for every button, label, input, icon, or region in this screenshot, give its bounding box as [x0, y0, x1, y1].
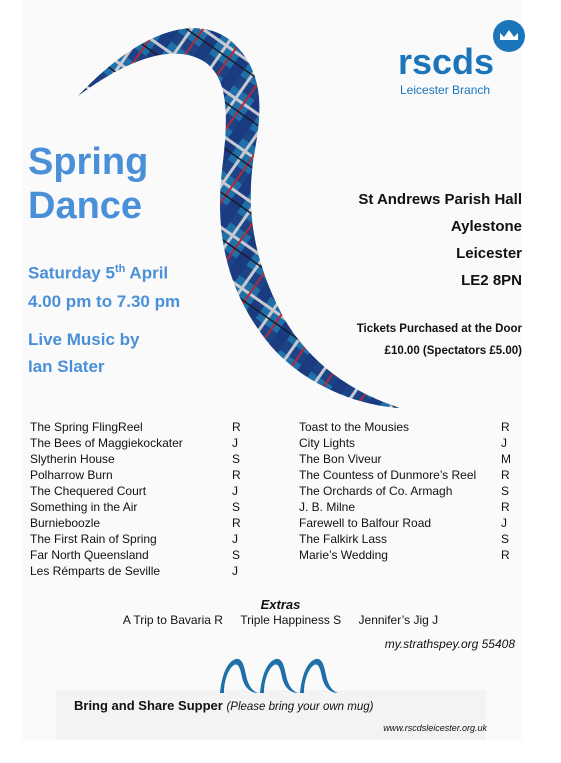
dance-row: [30, 515, 246, 531]
music-label: Live Music by: [28, 330, 140, 349]
dance-row: [299, 483, 515, 499]
logo-branch: Leicester Branch: [400, 83, 491, 97]
tartan-marks-graphic: [218, 655, 338, 697]
rscds-logo: [398, 20, 528, 100]
title-line-2: Dance: [28, 185, 143, 227]
dance-name: City Lights: [299, 436, 356, 450]
dance-type: S: [501, 532, 510, 546]
dance-name: Far North Queensland: [30, 548, 149, 562]
dance-row: [30, 499, 246, 515]
event-date: Saturday 5th April: [28, 263, 169, 283]
venue-postcode: LE2 8PN: [461, 272, 522, 289]
ticket-price: £10.00 (Spectators £5.00): [384, 345, 522, 357]
dance-name: The Bees of Maggiekockater: [30, 436, 183, 450]
dance-type: R: [232, 468, 241, 482]
dance-type: J: [232, 484, 238, 498]
dance-name: J. B. Milne: [299, 500, 356, 514]
venue-address: [358, 186, 522, 294]
supper-note: [74, 698, 373, 713]
extras-heading: Extras: [260, 597, 301, 612]
dance-name: The Falkirk Lass: [299, 532, 388, 546]
dance-type: R: [501, 548, 510, 562]
dance-row: [30, 451, 246, 467]
dance-type: R: [501, 468, 510, 482]
dance-name: The Orchards of Co. Armagh: [299, 484, 453, 498]
dance-name: Burnieboozle: [30, 516, 101, 530]
dance-row: [299, 499, 515, 515]
tartan-mark-icon: [220, 659, 258, 693]
dance-name: Something in the Air: [30, 500, 138, 514]
dance-type: R: [232, 516, 241, 530]
dance-row: [30, 563, 246, 579]
event-date-time: [28, 255, 180, 316]
event-time: 4.00 pm to 7.30 pm: [28, 291, 181, 311]
venue-line: Aylestone: [450, 218, 522, 235]
dance-type: J: [501, 436, 507, 450]
website-link[interactable]: www.rscdsleicester.org.uk: [383, 723, 487, 733]
dance-type: S: [232, 452, 241, 466]
event-title: [28, 140, 148, 228]
extra-dance: Jennifer’s Jig J: [358, 613, 439, 627]
tartan-mark-icon: [260, 659, 298, 693]
supper-subnote: (Please bring your own mug): [226, 701, 374, 713]
supper-title: Bring and Share Supper: [74, 698, 223, 713]
dance-name: The First Rain of Spring: [30, 532, 157, 546]
dance-name: Marie’s Wedding: [299, 548, 388, 562]
tartan-mark-icon: [300, 659, 338, 693]
dance-row: [299, 531, 515, 547]
dance-type: R: [501, 420, 510, 434]
extras-list: [0, 613, 561, 627]
dance-type: J: [501, 516, 507, 530]
dance-type: S: [232, 548, 241, 562]
extra-dance: Triple Happiness S: [240, 613, 342, 627]
dance-name: Polharrow Burn: [30, 468, 113, 482]
ticket-note: Tickets Purchased at the Door: [356, 323, 522, 335]
dance-type: J: [232, 532, 238, 546]
dance-type: J: [232, 436, 238, 450]
programme-right-column: [299, 419, 515, 563]
dance-name: Farewell to Balfour Road: [299, 516, 432, 530]
programme-left-column: [30, 419, 246, 579]
title-line-1: Spring: [28, 141, 149, 183]
dance-row: [299, 451, 515, 467]
dance-row: [299, 467, 515, 483]
dance-name: Toast to the Mousies: [299, 420, 410, 434]
dance-row: [30, 467, 246, 483]
dance-type: S: [232, 500, 241, 514]
dance-row: [30, 483, 246, 499]
dance-name: The Countess of Dunmore’s Reel: [299, 468, 477, 482]
venue-line: Leicester: [456, 245, 522, 262]
strathspey-reference: my.strathspey.org 55408: [384, 637, 515, 651]
dance-name: The Bon Viveur: [299, 452, 382, 466]
dance-row: [299, 547, 515, 563]
dance-type: M: [501, 452, 511, 466]
venue-line: St Andrews Parish Hall: [358, 191, 522, 208]
crown-icon: [493, 20, 525, 52]
dance-name: Slytherin House: [30, 452, 115, 466]
dance-name: The Chequered Court: [30, 484, 147, 498]
dance-type: S: [501, 484, 510, 498]
musician-name: Ian Slater: [28, 357, 105, 376]
dance-type: R: [232, 420, 241, 434]
dance-row: [299, 435, 515, 451]
dance-row: [30, 531, 246, 547]
dance-row: [299, 419, 515, 435]
dance-name: The Spring FlingReel: [30, 420, 143, 434]
dance-type: R: [501, 500, 510, 514]
dance-row: [30, 547, 246, 563]
dance-row: [299, 515, 515, 531]
extra-dance: A Trip to Bavaria R: [122, 613, 223, 627]
ticket-info: [357, 318, 522, 362]
live-music: [28, 326, 139, 380]
dance-row: [30, 419, 246, 435]
logo-wordmark: rscds: [398, 41, 495, 82]
dance-row: [30, 435, 246, 451]
dance-name: Les Rémparts de Seville: [30, 564, 161, 578]
dance-type: J: [232, 564, 238, 578]
